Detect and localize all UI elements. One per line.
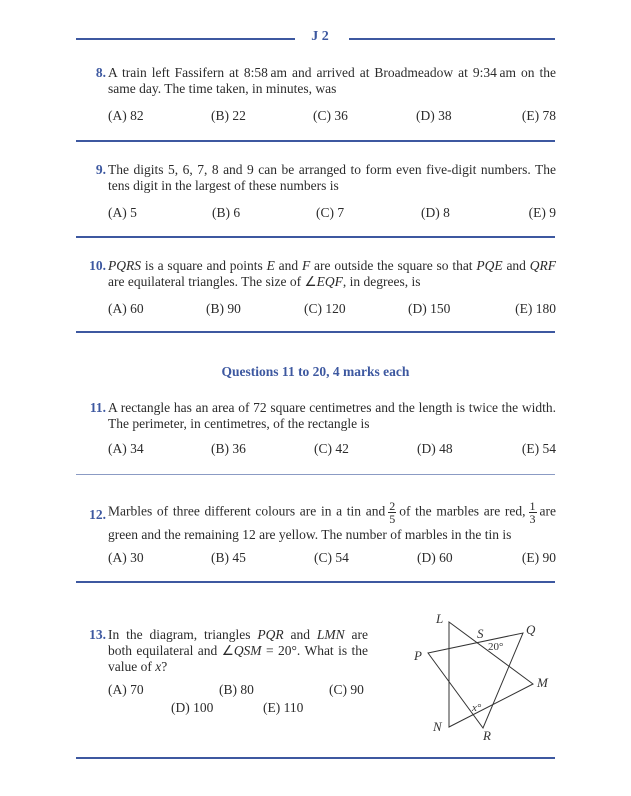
fraction-denominator: 3 xyxy=(529,512,536,526)
math-var: EQF xyxy=(316,274,343,289)
option-b[interactable]: (B) 90 xyxy=(206,301,241,316)
math-var: QSM xyxy=(233,643,262,658)
option-e[interactable]: (E) 90 xyxy=(521,550,556,565)
option-a[interactable]: (A) 5 xyxy=(108,205,137,220)
question-divider xyxy=(76,757,555,759)
label-s: S xyxy=(477,626,484,641)
question-text xyxy=(108,258,556,290)
question-divider xyxy=(76,581,555,583)
question-divider xyxy=(76,140,555,142)
text-run: of the marbles are red, xyxy=(399,503,526,519)
label-l: L xyxy=(436,611,444,626)
option-b[interactable]: (B) 6 xyxy=(212,205,241,220)
text-run: are equilateral triangles. The size of ∠ xyxy=(108,274,317,289)
fraction-one-third xyxy=(529,500,537,525)
option-b[interactable]: (B) 36 xyxy=(211,441,246,456)
label-q: Q xyxy=(526,622,536,637)
question-13 xyxy=(78,627,369,715)
fraction-two-fifths xyxy=(388,500,396,525)
text-run: and xyxy=(502,258,530,273)
option-a[interactable]: (A) 70 xyxy=(108,682,144,697)
math-var: QRF xyxy=(529,258,556,273)
option-d[interactable]: (D) 150 xyxy=(408,301,451,316)
option-b[interactable]: (B) 80 xyxy=(219,682,254,697)
question-text: The digits 5, 6, 7, 8 and 9 can be arranged to form even five-digit numbers. The tens digit in the largest of these numbers is xyxy=(108,162,556,193)
question-number: 11. xyxy=(89,400,106,415)
text-run: are both equilateral and ∠ xyxy=(108,627,368,658)
triangle-lmn xyxy=(449,622,533,727)
header-rule-left xyxy=(76,38,295,40)
option-a[interactable]: (A) 30 xyxy=(108,550,144,565)
option-d[interactable]: (D) 48 xyxy=(417,441,453,456)
label-p: P xyxy=(414,648,422,663)
question-8 xyxy=(78,65,556,123)
question-text: A rectangle has an area of 72 square centimetres and the length is twice the width. The perimeter, in centimetres, of the rectangle is xyxy=(108,400,556,431)
option-b[interactable]: (B) 22 xyxy=(211,108,246,123)
math-var: x xyxy=(155,659,162,674)
math-var: PQR xyxy=(257,627,284,642)
option-e[interactable]: (E) 180 xyxy=(515,301,556,316)
question-number: 13. xyxy=(89,627,106,642)
header-rule-right xyxy=(349,38,555,40)
text-run: and xyxy=(283,627,317,642)
fraction-numerator: 1 xyxy=(529,499,536,513)
math-var: E xyxy=(266,258,275,273)
text-run: = 20°. What is the value of xyxy=(108,643,369,674)
question-12 xyxy=(78,499,556,565)
question-11 xyxy=(78,400,556,456)
option-c[interactable]: (C) 54 xyxy=(314,550,349,565)
option-e[interactable]: (E) 78 xyxy=(521,108,556,123)
option-c[interactable]: (C) 7 xyxy=(316,205,345,220)
option-c[interactable]: (C) 120 xyxy=(304,301,346,316)
text-run: is a square and points xyxy=(141,258,267,273)
text-run: ? xyxy=(161,659,168,674)
question-text xyxy=(108,500,556,545)
question-number: 8. xyxy=(95,65,106,80)
question-text xyxy=(108,627,368,675)
question-divider xyxy=(76,474,555,475)
label-n: N xyxy=(433,719,442,734)
math-var: PQE xyxy=(476,258,503,273)
option-e[interactable]: (E) 110 xyxy=(263,700,304,715)
question-divider xyxy=(76,236,555,238)
text-run: are green and the remaining 12 are yellow. The number of marbles in the tin is xyxy=(108,503,556,542)
question-9 xyxy=(78,162,556,220)
option-c[interactable]: (C) 36 xyxy=(313,108,348,123)
label-m: M xyxy=(537,675,548,690)
section-heading: Questions 11 to 20, 4 marks each xyxy=(221,364,410,379)
fraction-denominator: 5 xyxy=(389,512,396,526)
question-divider xyxy=(76,331,555,333)
angle-label-20: 20° xyxy=(488,641,504,653)
question-text: A train left Fassifern at 8:58 am and arrived at Broadmeadow at 9:34 am on the same day. The time taken, in minutes, was xyxy=(108,65,556,96)
text-run: , in degrees, is xyxy=(342,274,421,289)
math-var: PQRS xyxy=(108,258,141,273)
answer-options xyxy=(108,682,368,722)
option-d[interactable]: (D) 60 xyxy=(417,550,453,565)
text-run: In the diagram, triangles xyxy=(108,627,258,642)
math-var: F xyxy=(301,258,311,273)
text-run: Marbles of three different colours are in a tin and xyxy=(108,503,386,519)
question-number: 12. xyxy=(89,507,106,522)
label-r: R xyxy=(483,728,491,743)
option-a[interactable]: (A) 60 xyxy=(108,301,144,316)
option-a[interactable]: (A) 82 xyxy=(108,108,144,123)
question-10 xyxy=(78,258,556,316)
option-a[interactable]: (A) 34 xyxy=(108,441,144,456)
option-d[interactable]: (D) 100 xyxy=(171,700,214,715)
triangles-diagram xyxy=(400,600,580,750)
page-header-title: J 2 xyxy=(311,29,329,44)
math-var: LMN xyxy=(316,627,345,642)
option-c[interactable]: (C) 42 xyxy=(314,441,349,456)
option-b[interactable]: (B) 45 xyxy=(211,550,246,565)
option-c[interactable]: (C) 90 xyxy=(329,682,364,697)
question-number: 10. xyxy=(89,258,106,273)
option-d[interactable]: (D) 8 xyxy=(421,205,450,220)
question-number: 9. xyxy=(95,162,106,177)
text-run: are outside the square so that xyxy=(310,258,477,273)
text-run: and xyxy=(274,258,302,273)
option-e[interactable]: (E) 54 xyxy=(521,441,556,456)
option-d[interactable]: (D) 38 xyxy=(416,108,452,123)
angle-label-x: x° xyxy=(472,702,482,714)
fraction-numerator: 2 xyxy=(389,499,396,513)
option-e[interactable]: (E) 9 xyxy=(528,205,556,220)
